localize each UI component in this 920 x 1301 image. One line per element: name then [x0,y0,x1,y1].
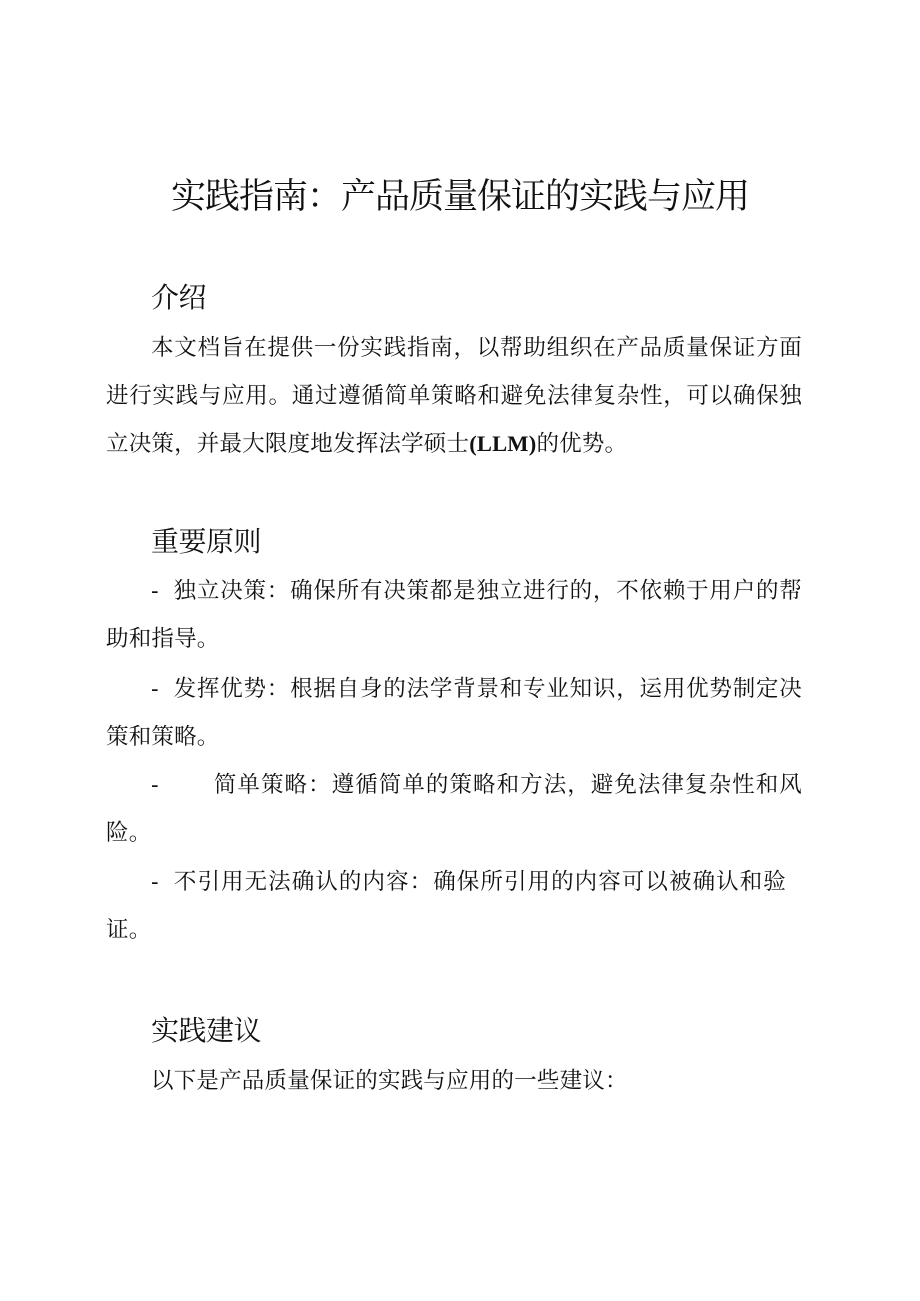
principle-item [106,858,786,954]
principle-text: 独立决策：确保所有决策都是独立进行的，不依赖于用户的帮助和指导。 [106,578,802,652]
principle-text: 发挥优势：根据自身的法学背景和专业知识，运用优势制定决策和策略。 [106,676,802,750]
practice-paragraph: 以下是产品质量保证的实践与应用的一些建议： [151,1068,628,1094]
bullet-dash: - [151,578,159,604]
principles-heading: 重要原则 [151,525,262,558]
bullet-dash: - [151,676,159,702]
intro-text-llm: (LLM) [469,431,537,456]
principle-item [106,567,802,663]
intro-paragraph [106,324,802,468]
intro-text-start: 本文档旨在提供一份实践指南，以帮助组织在产品质量保证方面进行实践与应用。通过遵循简单策略和避免法律复杂性，可以确保独立决策，并最大限度地发挥法学硕士 [106,335,802,457]
principle-text: 简单策略：遵循简单的策略和方法，避免法律复杂性和风险。 [106,772,802,846]
principle-item [106,761,802,857]
intro-heading: 介绍 [151,281,207,314]
principle-item [106,665,802,761]
bullet-dash: - [151,772,159,798]
intro-text-end: 的优势。 [536,431,628,457]
practice-heading: 实践建议 [151,1014,262,1047]
document-title: 实践指南：产品质量保证的实践与应用 [170,177,749,217]
principle-text: 不引用无法确认的内容：确保所引用的内容可以被确认和验证。 [106,869,786,943]
bullet-dash: - [151,869,159,895]
